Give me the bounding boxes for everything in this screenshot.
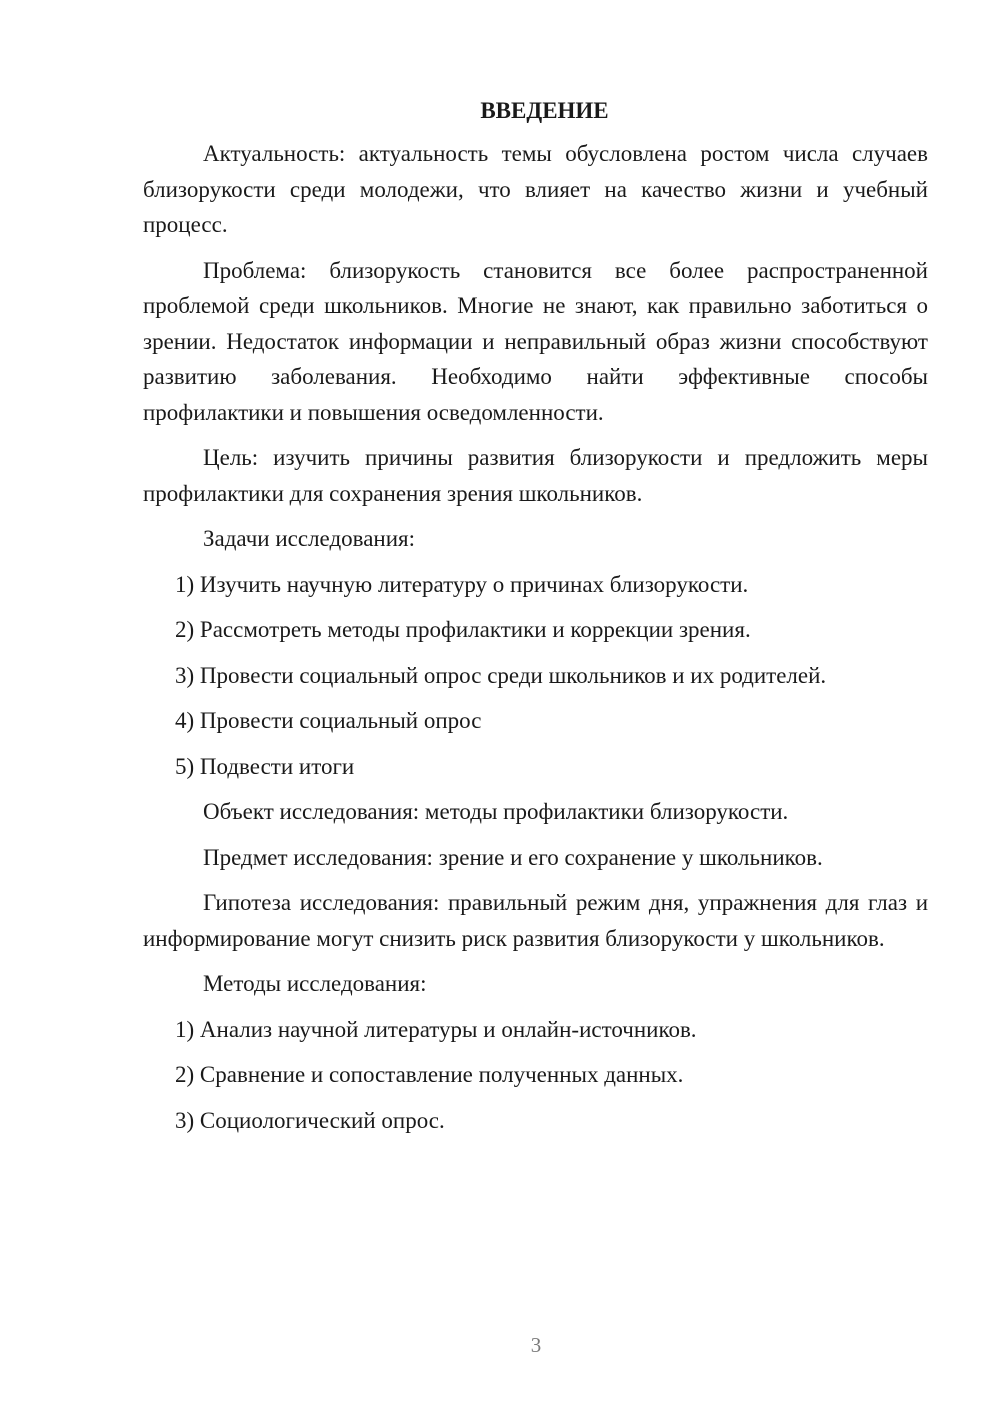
method-item: 3) Социологический опрос. — [175, 1107, 445, 1133]
hypothesis-paragraph: Гипотеза исследования: правильный режим дня, упражнения для глаз и информирование могут снизить риск развития близорукости у школьников. — [143, 890, 928, 951]
problem-paragraph: Проблема: близорукость становится все более распространенной проблемой среди школьников. Многие не знают, как правильно заботиться о зрении. Недостаток информации и неправильный образ жизни способствуют развитию заболевания. Необходимо найти эффективные способы профилактики и повышения осведомленности. — [143, 257, 928, 425]
object-paragraph: Объект исследования: методы профилактики близорукости. — [203, 799, 789, 824]
task-item: 3) Провести социальный опрос среди школьников и их родителей. — [175, 662, 827, 688]
method-item: 2) Сравнение и сопоставление полученных данных. — [175, 1062, 684, 1087]
task-item: 2) Рассмотреть методы профилактики и коррекции зрения. — [175, 617, 751, 642]
relevance-paragraph: Актуальность: актуальность темы обусловлена ростом числа случаев близорукости среди молодежи, что влияет на качество жизни и учебный процесс. — [143, 141, 928, 237]
goal-paragraph: Цель: изучить причины развития близорукости и предложить меры профилактики для сохранения зрения школьников. — [143, 445, 928, 506]
page-number: 3 — [530, 1333, 542, 1357]
task-item: 4) Провести социальный опрос — [175, 708, 482, 733]
methods-label: Методы исследования: — [203, 971, 427, 996]
method-item: 1) Анализ научной литературы и онлайн-источников. — [175, 1016, 697, 1042]
task-item: 5) Подвести итоги — [175, 753, 355, 779]
tasks-label: Задачи исследования: — [203, 526, 416, 551]
section-heading: ВВЕДЕНИЕ — [480, 98, 609, 123]
task-item: 1) Изучить научную литературу о причинах близорукости. — [175, 571, 749, 597]
document-body — [143, 93, 928, 1148]
subject-paragraph: Предмет исследования: зрение и его сохранение у школьников. — [203, 844, 823, 870]
